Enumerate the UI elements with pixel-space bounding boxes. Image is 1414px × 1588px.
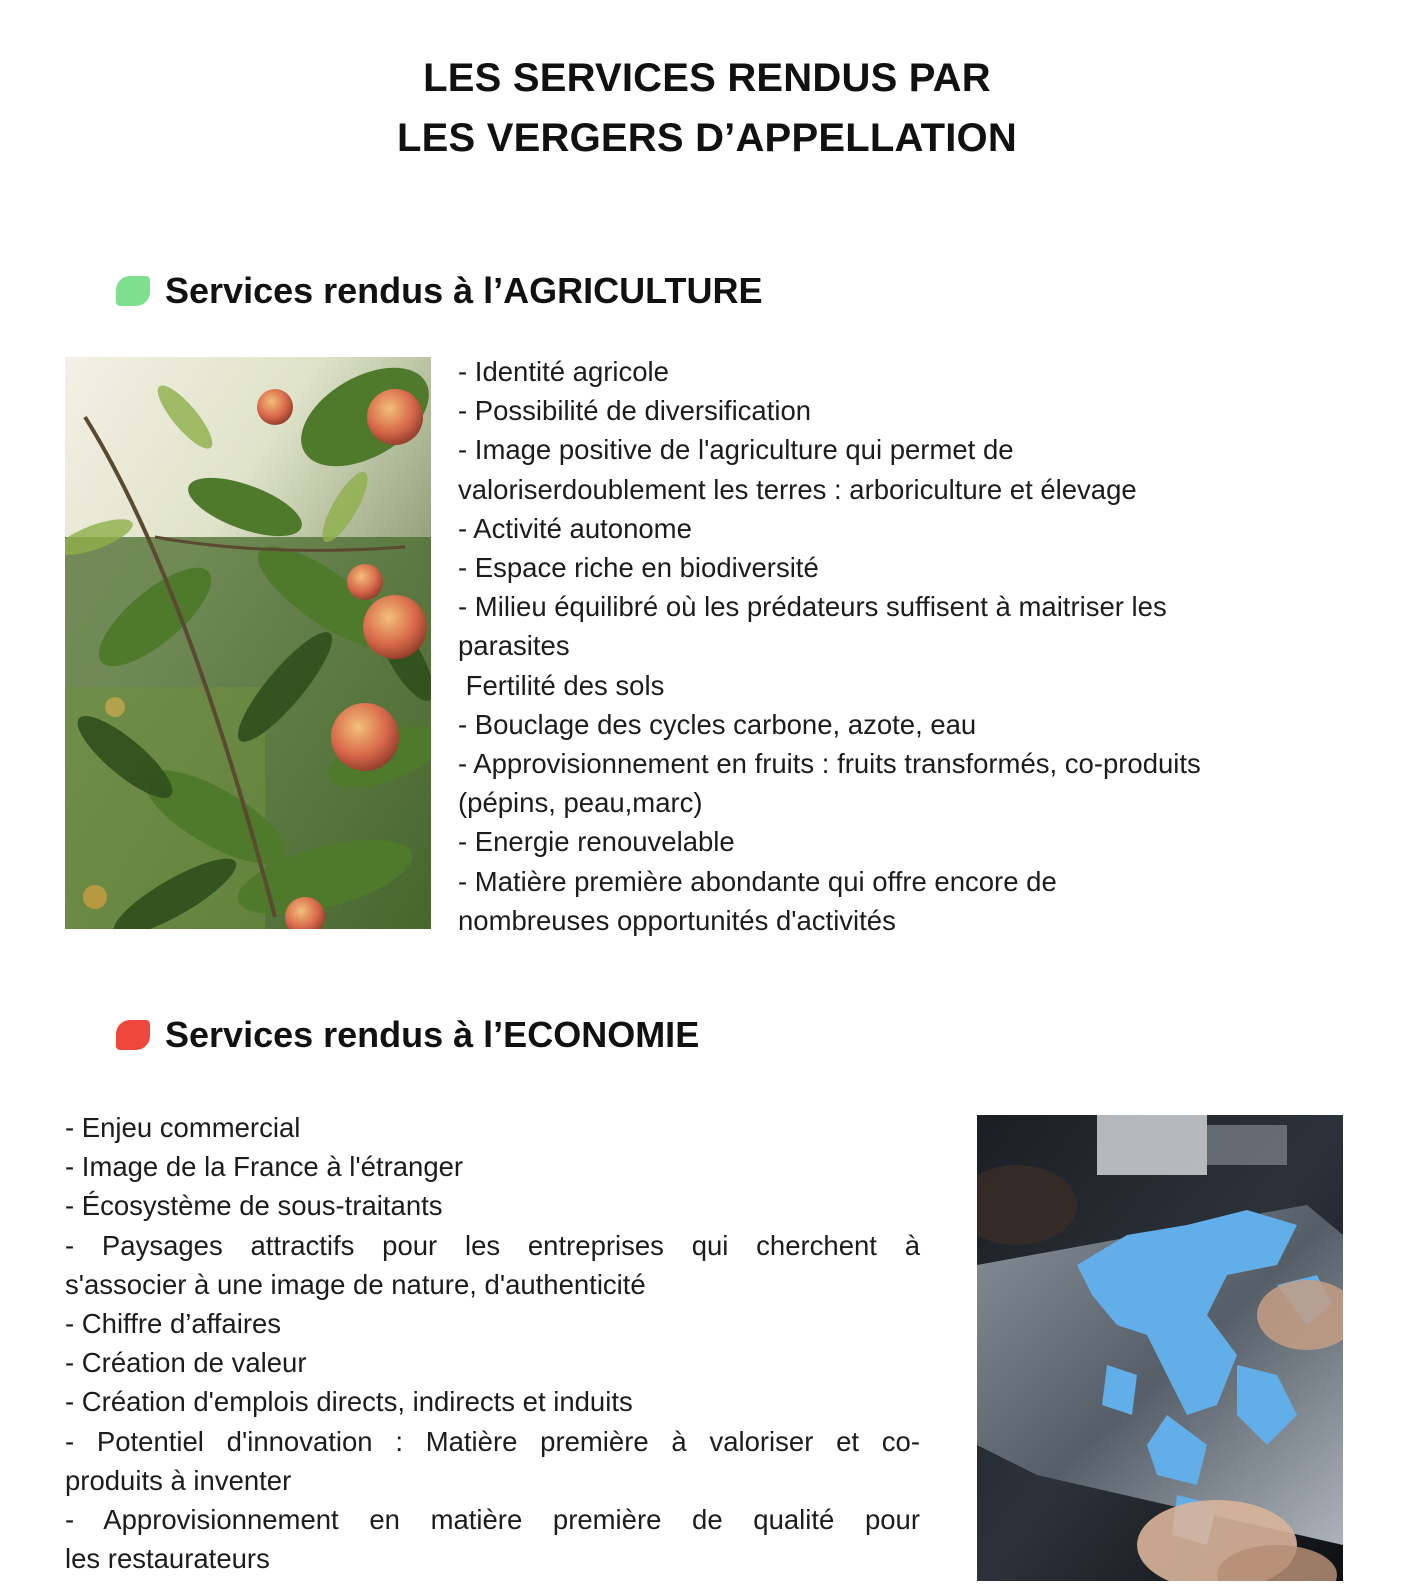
page-title — [0, 48, 1414, 168]
list-item: (pépins, peau,marc) — [458, 787, 703, 819]
section-heading-agriculture-label: Services rendus à l’AGRICULTURE — [165, 270, 763, 311]
list-item: - Approvisionnement en matière première de qualité pour — [65, 1504, 920, 1536]
page-title-line-2: LES VERGERS D’APPELLATION — [397, 116, 1017, 160]
list-item: - Milieu équilibré où les prédateurs suffisent à maitriser les — [458, 591, 1167, 623]
list-item: - Chiffre d’affaires — [65, 1308, 282, 1340]
list-item: - Paysages attractifs pour les entreprises qui cherchent à — [65, 1229, 920, 1261]
list-item: - Création de valeur — [65, 1347, 307, 1379]
list-item: - Écosystème de sous-traitants — [65, 1190, 443, 1222]
list-item: - Identité agricole — [458, 356, 669, 387]
list-item: - Bouclage des cycles carbone, azote, eau — [458, 708, 977, 740]
list-item: - Enjeu commercial — [65, 1112, 301, 1143]
page-title-line-1: LES SERVICES RENDUS PAR — [423, 56, 991, 100]
list-item: - Energie renouvelable — [458, 826, 735, 858]
list-item: produits à inventer — [65, 1464, 292, 1496]
list-item: s'associer à une image de nature, d'authenticité — [65, 1268, 646, 1300]
apple-orchard-photo — [65, 357, 431, 929]
economie-services-list — [65, 1108, 920, 1578]
list-item: - Potentiel d'innovation : Matière première à valoriser et co- — [65, 1425, 920, 1457]
section-heading-economie-label: Services rendus à l’ECONOMIE — [165, 1014, 700, 1055]
green-leaf-icon — [116, 276, 150, 306]
list-item: - Création d'emplois directs, indirects et induits — [65, 1386, 633, 1418]
list-item: - Image positive de l'agriculture qui permet de — [458, 434, 1014, 466]
list-item: - Activité autonome — [458, 512, 692, 544]
list-item: Fertilité des sols — [458, 669, 665, 701]
section-heading-economie — [116, 1014, 699, 1056]
list-item: - Approvisionnement en fruits : fruits transformés, co-produits — [458, 748, 1201, 780]
list-item: parasites — [458, 630, 570, 662]
red-leaf-icon — [116, 1020, 150, 1050]
list-item: les restaurateurs — [65, 1543, 270, 1575]
list-item: - Espace riche en biodiversité — [458, 552, 819, 584]
list-item: - Possibilité de diversification — [458, 395, 812, 427]
section-heading-agriculture — [116, 270, 763, 312]
list-item: nombreuses opportunités d'activités — [458, 904, 896, 936]
list-item: - Image de la France à l'étranger — [65, 1151, 464, 1183]
agriculture-services-list — [458, 352, 1358, 940]
world-map-tablet-photo — [977, 1115, 1343, 1581]
list-item: valoriserdoublement les terres : arboriculture et élevage — [458, 473, 1137, 505]
list-item: - Matière première abondante qui offre encore de — [458, 865, 1057, 897]
